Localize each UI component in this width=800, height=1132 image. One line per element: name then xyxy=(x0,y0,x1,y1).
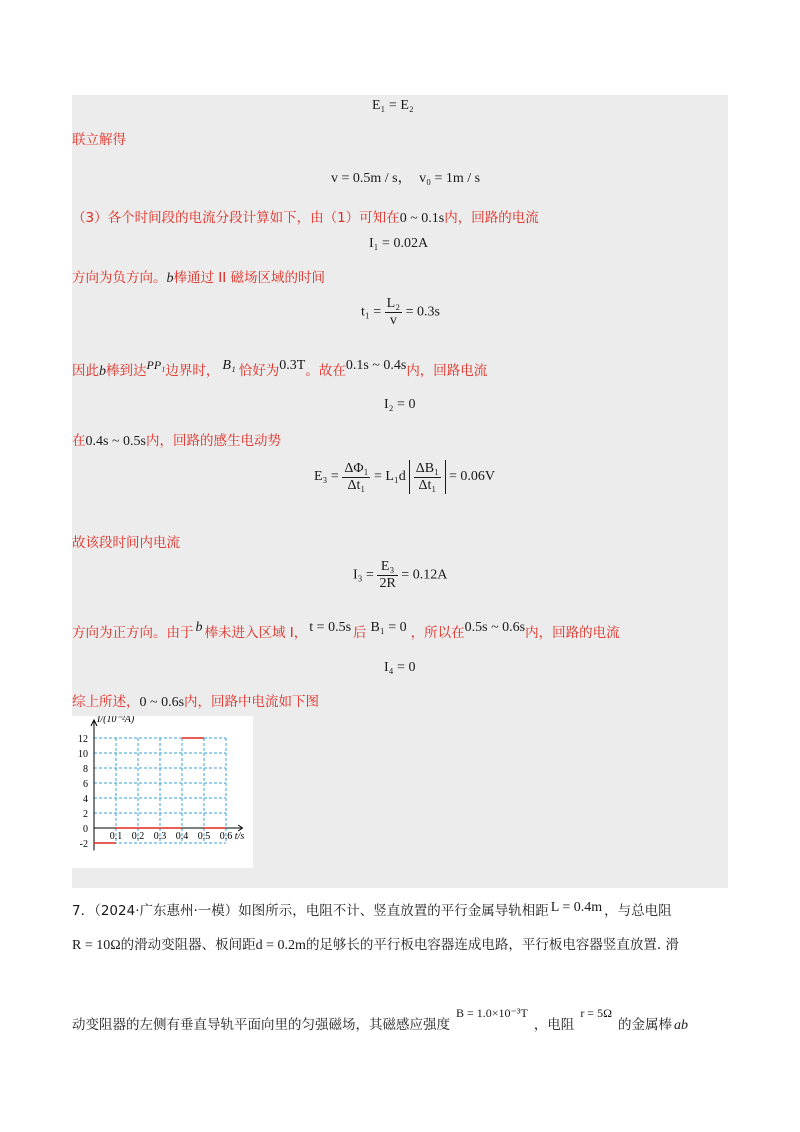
value-l: L = 0.4m xyxy=(550,900,603,915)
range-0-0.6: 0 ~ 0.6s xyxy=(139,695,185,710)
range-0-0.1: 0 ~ 0.1s xyxy=(399,211,445,226)
equation-i3 xyxy=(353,559,447,592)
problem-7-line-3c: 的金属棒 xyxy=(618,1017,672,1033)
text-part3-a: （3）各个时间段的电流分段计算如下，由（1）可知在 xyxy=(72,210,400,226)
problem-7-line-1b: ，与总电阻 xyxy=(604,903,672,919)
y-tick-label-7: 0 xyxy=(83,824,88,835)
text-line4-a: 方向为负方向。 xyxy=(72,270,167,286)
text-line8-e: ，所以在 xyxy=(410,625,465,641)
equation-i1: I₁ = 0.02A xyxy=(369,236,429,251)
y-tick-label-1: 12 xyxy=(78,734,88,745)
text-line5-e: 恰好为 xyxy=(238,363,280,379)
equation-i3-lhs: I₃ = xyxy=(353,567,374,583)
x-tick-label-5: 0.5 xyxy=(197,831,211,842)
text-line6-a: 在 xyxy=(72,433,86,449)
equation-e3-fraction-1 xyxy=(342,461,370,494)
equation-e3-mid: = L₁d xyxy=(373,469,406,485)
text-current-this-period: 故该段时间内电流 xyxy=(72,535,180,551)
text-line5-c: 棒到达 xyxy=(106,363,147,379)
range-0.1-0.4: 0.1s ~ 0.4s xyxy=(345,358,407,373)
x-tick-label-4: 0.4 xyxy=(175,831,189,842)
equation-e3-rhs: = 0.06V xyxy=(449,469,496,485)
text-line8-f: 内，回路的电流 xyxy=(525,625,620,641)
text-line9-a: 综上所述， xyxy=(72,694,140,710)
y-tick-label-5: 4 xyxy=(83,794,88,805)
problem-7-line-2b: 的足够长的平行板电容器连成电路，平行板电容器竖直放置. 滑 xyxy=(305,937,680,953)
x-tick-label-3: 0.3 xyxy=(153,831,167,842)
y-tick-label-4: 6 xyxy=(83,779,88,790)
x-tick-label-1: 0.1 xyxy=(109,831,123,842)
y-tick-label-6: 2 xyxy=(83,809,88,820)
equation-e3-f1-den: Δt₁ xyxy=(347,477,366,493)
range-0.4-0.5: 0.4s ~ 0.5s xyxy=(85,434,146,449)
text-line8-d: 后 xyxy=(353,625,367,641)
value-t-0.5s: t = 0.5s xyxy=(309,620,352,635)
equation-i3-fraction xyxy=(377,559,397,592)
value-b-field: B = 1.0×10⁻³T xyxy=(456,1006,528,1020)
equation-v0-part: v₀ = 1m / s xyxy=(419,171,481,186)
y-tick-label-2: 10 xyxy=(78,749,88,760)
value-b1-zero: B₁ = 0 xyxy=(370,620,407,635)
equation-t1-rhs: = 0.3s xyxy=(405,304,440,320)
text-line6-b: 内，回路的感生电动势 xyxy=(145,433,281,449)
text-line4-c: 棒通过 II 磁场区域的时间 xyxy=(173,270,326,286)
equation-e3-f1-num: ΔΦ₁ xyxy=(344,460,369,476)
text-part3-intro xyxy=(72,206,539,227)
equation-i3-den: 2R xyxy=(379,576,396,591)
problem-7-line-1a: 7．（2024·广东惠州·一模）如图所示，电阻不计、竖直放置的平行金属导轨相距 xyxy=(72,903,549,919)
text-summary xyxy=(72,690,319,711)
equation-t1-fraction xyxy=(385,296,402,329)
problem-7-line-3a: 动变阻器的左侧有垂直导轨平面向里的匀强磁场，其磁感应强度 xyxy=(72,1017,450,1033)
symbol-ab: ab xyxy=(674,1018,688,1033)
text-line5-d: 边界时， xyxy=(165,363,220,379)
value-d: d = 0.2m xyxy=(255,938,306,953)
equation-e3-f2-num: ΔB₁ xyxy=(415,460,440,476)
symbol-b1: B₁ xyxy=(222,358,236,373)
problem-7-line-3 xyxy=(72,1006,688,1034)
equation-e1-e2: E₁ = E₂ xyxy=(372,98,414,113)
equation-e3-fraction-2 xyxy=(414,461,441,494)
equation-t1-den: v xyxy=(389,313,397,328)
equation-t1 xyxy=(361,296,440,329)
range-0.5-0.6: 0.5s ~ 0.6s xyxy=(464,620,526,635)
text-line8-c: 棒未进入区域 I， xyxy=(204,625,308,641)
value-r-rod: r = 5Ω xyxy=(580,1006,612,1020)
equation-e3 xyxy=(314,460,495,494)
current-time-chart-svg xyxy=(72,716,253,868)
symbol-pp1: PP₁ xyxy=(146,358,166,372)
problem-7-line-2a: 的滑动变阻器、板间距 xyxy=(120,937,256,953)
y-tick-label-3: 8 xyxy=(83,764,88,775)
text-part3-b: 内，回路的电流 xyxy=(444,210,539,226)
equation-i3-rhs: = 0.12A xyxy=(401,567,448,583)
text-line8-a: 方向为正方向。由于 xyxy=(72,625,194,641)
x-axis-label: t/s xyxy=(234,831,245,842)
text-combine-solve: 联立解得 xyxy=(72,132,126,148)
equation-v-part: v = 0.5m / s， xyxy=(331,171,412,186)
value-r-total: R = 10Ω xyxy=(72,938,121,953)
y-axis-label: I/(10⁻²A) xyxy=(97,716,135,725)
text-line5-a: 因此 xyxy=(72,363,99,379)
abs-bar-right xyxy=(445,460,446,494)
equation-e3-f2-den: Δt₁ xyxy=(418,477,437,493)
equation-t1-lhs: t₁ = xyxy=(361,304,382,320)
current-time-graph xyxy=(72,716,253,868)
x-tick-label-6: 0.6 xyxy=(219,831,233,842)
symbol-b: b xyxy=(195,620,203,635)
x-tick-label-2: 0.2 xyxy=(131,831,145,842)
text-negative-direction xyxy=(72,266,325,287)
equation-i4: I₄ = 0 xyxy=(384,660,416,675)
text-line5-g: 内，回路电流 xyxy=(406,363,488,379)
symbol-b: b xyxy=(166,271,174,286)
equation-v xyxy=(331,167,480,187)
problem-7-line-1 xyxy=(72,899,672,920)
symbol-b: b xyxy=(99,364,106,379)
text-induced-emf xyxy=(72,429,281,450)
text-positive-direction xyxy=(72,621,620,642)
equation-i3-num: E₃ xyxy=(377,559,397,576)
equation-e3-lhs: E₃ = xyxy=(314,469,339,485)
abs-bar-left xyxy=(409,460,410,494)
equation-t1-num: L₂ xyxy=(386,296,401,311)
text-line5-f: 。故在 xyxy=(305,363,346,379)
text-therefore-b-reaches xyxy=(72,359,487,380)
problem-7-line-3b: ，电阻 xyxy=(533,1017,575,1033)
problem-7-line-2 xyxy=(72,933,679,954)
text-line9-b: 内，回路中电流如下图 xyxy=(184,694,320,710)
value-0.3t: 0.3T xyxy=(279,358,306,373)
y-tick-label-8: -2 xyxy=(79,839,88,850)
equation-i2: I₂ = 0 xyxy=(384,397,416,412)
